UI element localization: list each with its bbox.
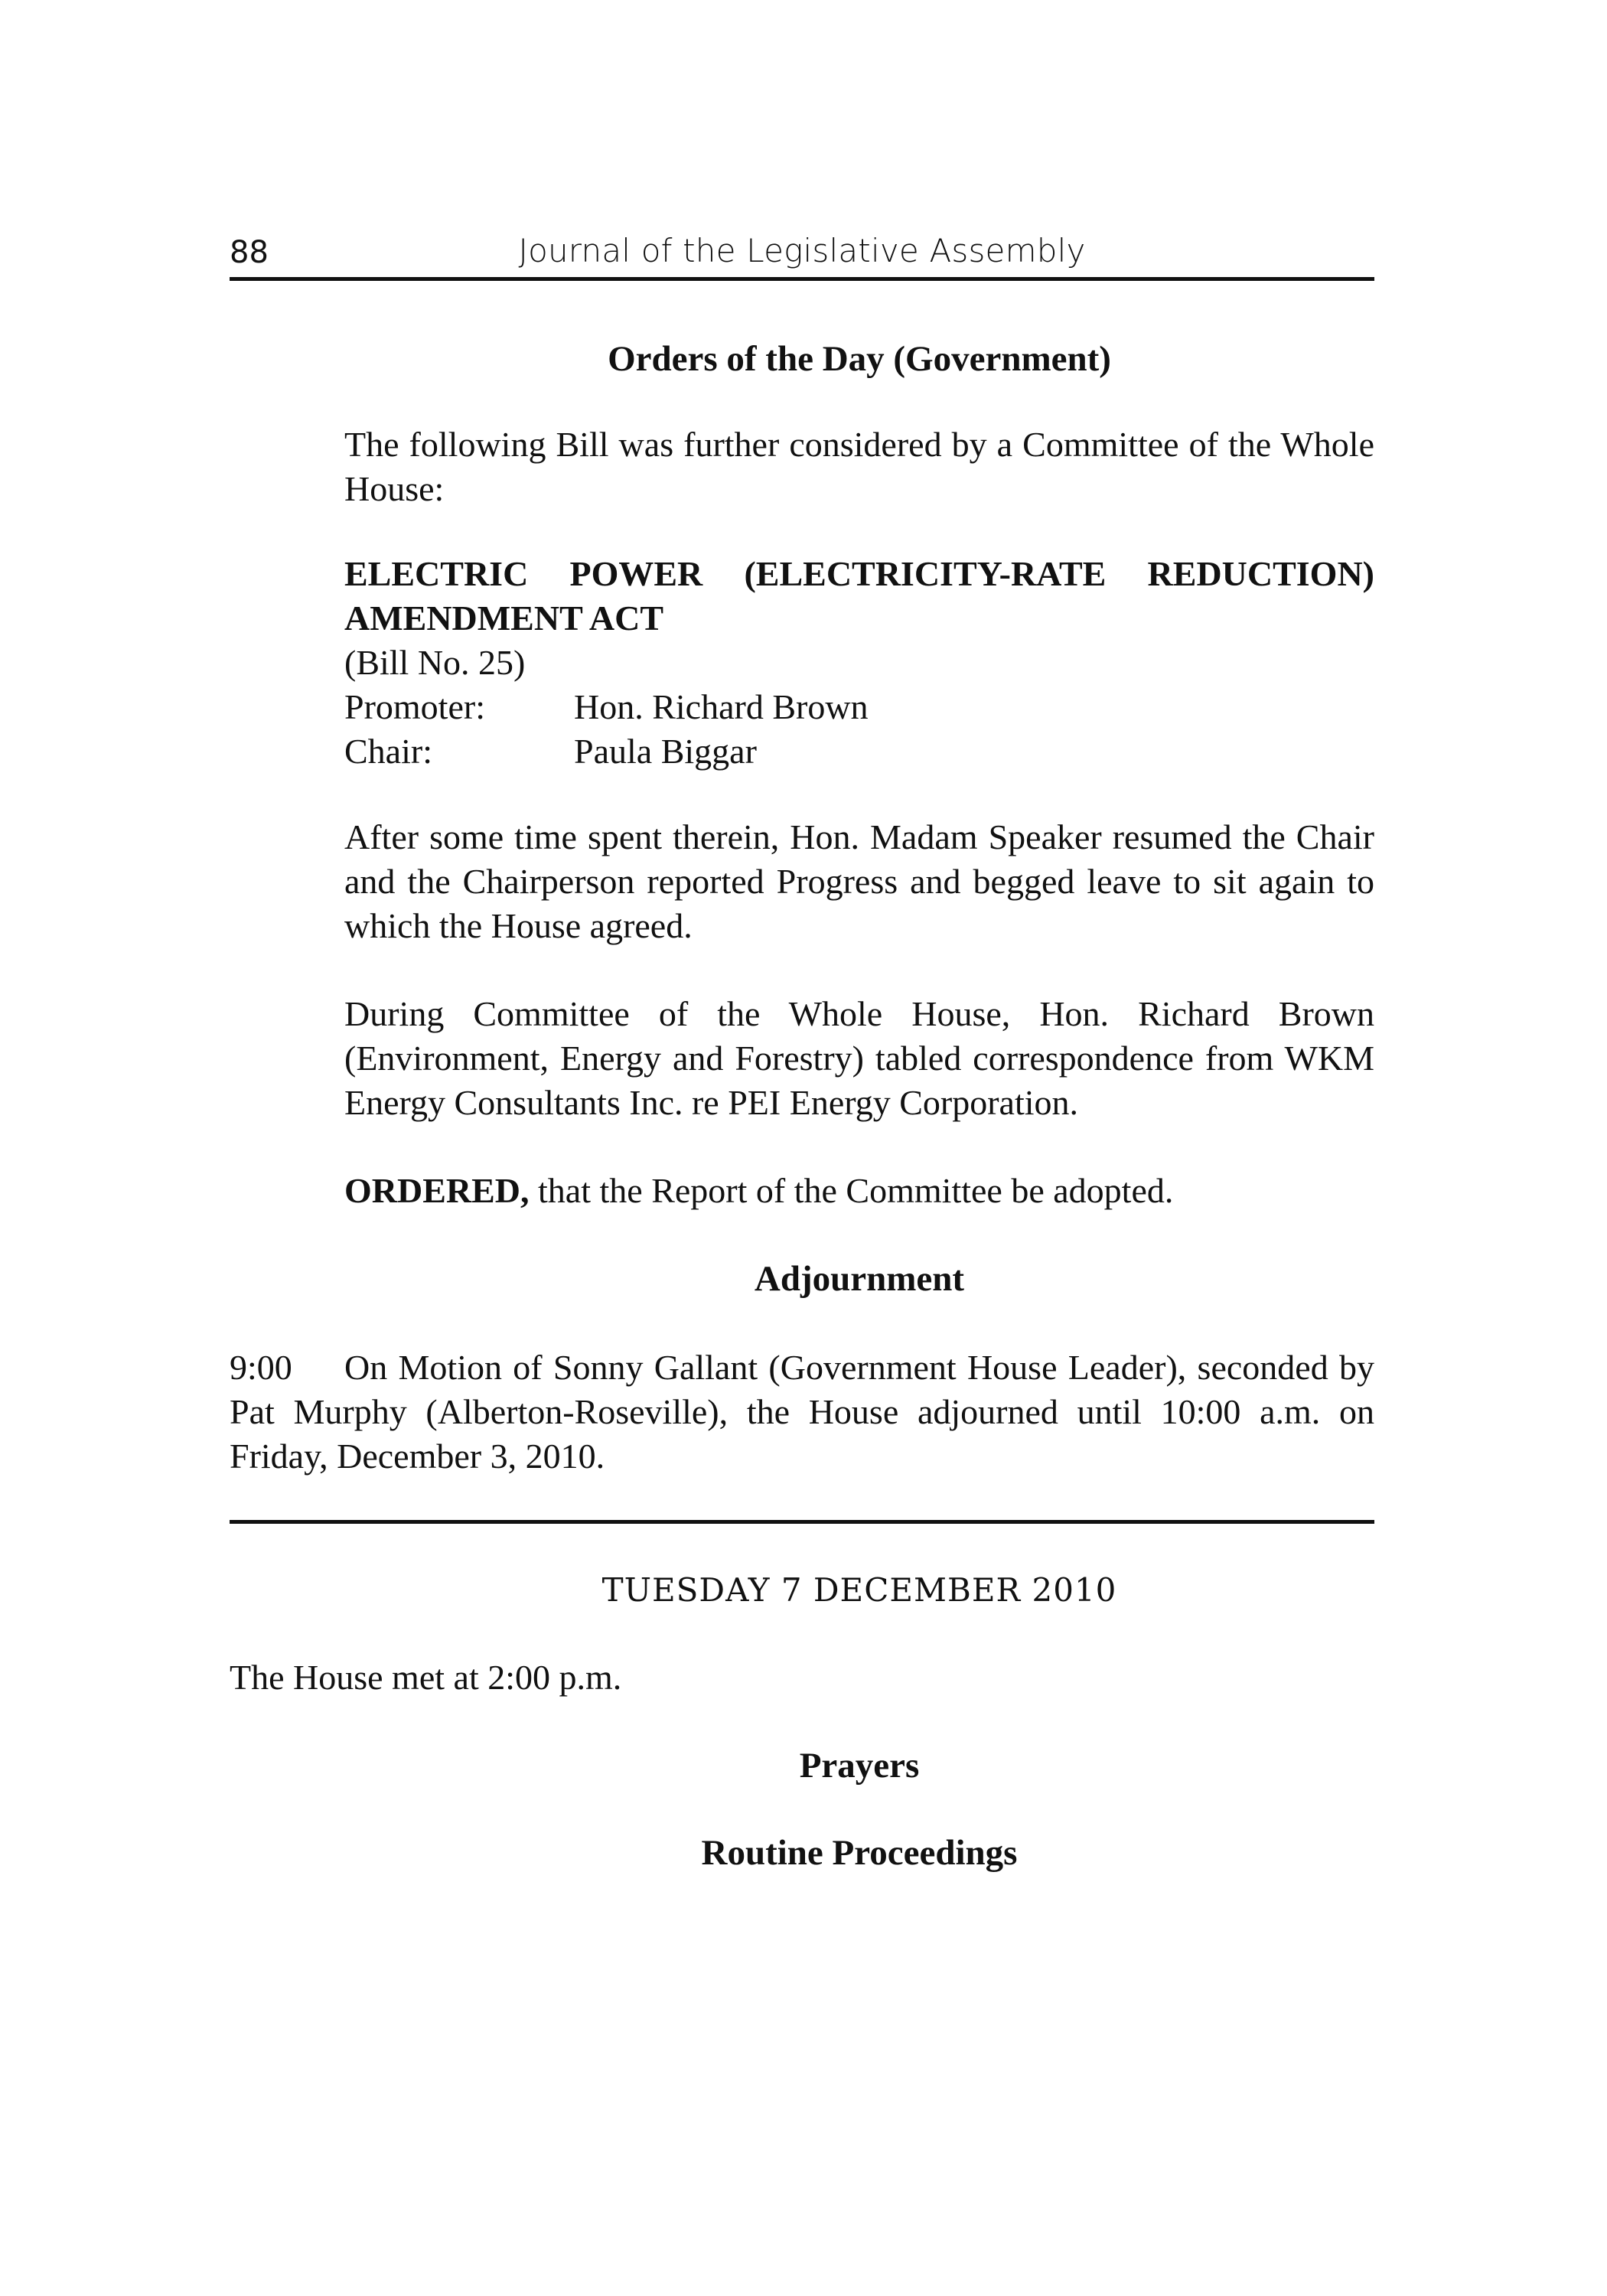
bill-title: [344, 552, 1374, 641]
bill-number: (Bill No. 25): [344, 643, 526, 682]
chair-label: Chair:: [344, 732, 432, 771]
promoter-value: Hon. Richard Brown: [574, 687, 869, 726]
ordered-paragraph: [344, 1169, 1374, 1213]
promoter-row: [344, 685, 1374, 729]
bill-details: [344, 641, 1374, 774]
adjournment-heading: Adjournment: [754, 1259, 965, 1299]
section-divider: [230, 1520, 1374, 1524]
prayers-heading: Prayers: [799, 1746, 920, 1786]
adjournment-paragraph: [230, 1345, 1374, 1479]
ordered-keyword: ORDERED,: [344, 1171, 530, 1210]
ordered-text: that the Report of the Committee be adopted.: [529, 1171, 1174, 1210]
routine-proceedings-heading: Routine Proceedings: [701, 1833, 1018, 1873]
adjournment-time: 9:00: [230, 1348, 292, 1387]
chair-value: Paula Biggar: [574, 732, 757, 771]
tabled-paragraph: During Committee of the Whole House, Hon. Richard Brown (Environment, Energy and Forestry) tabled correspondence from WKM Energy Consultants Inc. re PEI Energy Corporation.: [344, 994, 1374, 1122]
chair-row: [344, 729, 1374, 774]
intro-paragraph: The following Bill was further considered by a Committee of the Whole House:: [344, 425, 1374, 508]
orders-heading: Orders of the Day (Government): [608, 339, 1111, 379]
sitting-date-heading: TUESDAY 7 DECEMBER 2010: [601, 1571, 1117, 1609]
page-number: 88: [230, 235, 269, 270]
running-title: Journal of the Legislative Assembly: [518, 232, 1086, 269]
adjournment-text: On Motion of Sonny Gallant (Government House Leader), seconded by Pat Murphy (Alberton-Roseville), the House adjourned until 10:00 a.m. on Friday, December 3, 2010.: [230, 1348, 1374, 1476]
progress-paragraph: After some time spent therein, Hon. Madam Speaker resumed the Chair and the Chairperson reported Progress and begged leave to sit again to which the House agreed.: [344, 817, 1374, 945]
page-header: [230, 230, 1374, 281]
bill-title-line1: ELECTRIC POWER (ELECTRICITY-RATE REDUCTION): [344, 554, 1374, 593]
bill-title-line2: AMENDMENT ACT: [344, 598, 664, 638]
promoter-label: Promoter:: [344, 687, 485, 726]
house-met-line: The House met at 2:00 p.m.: [230, 1658, 622, 1697]
